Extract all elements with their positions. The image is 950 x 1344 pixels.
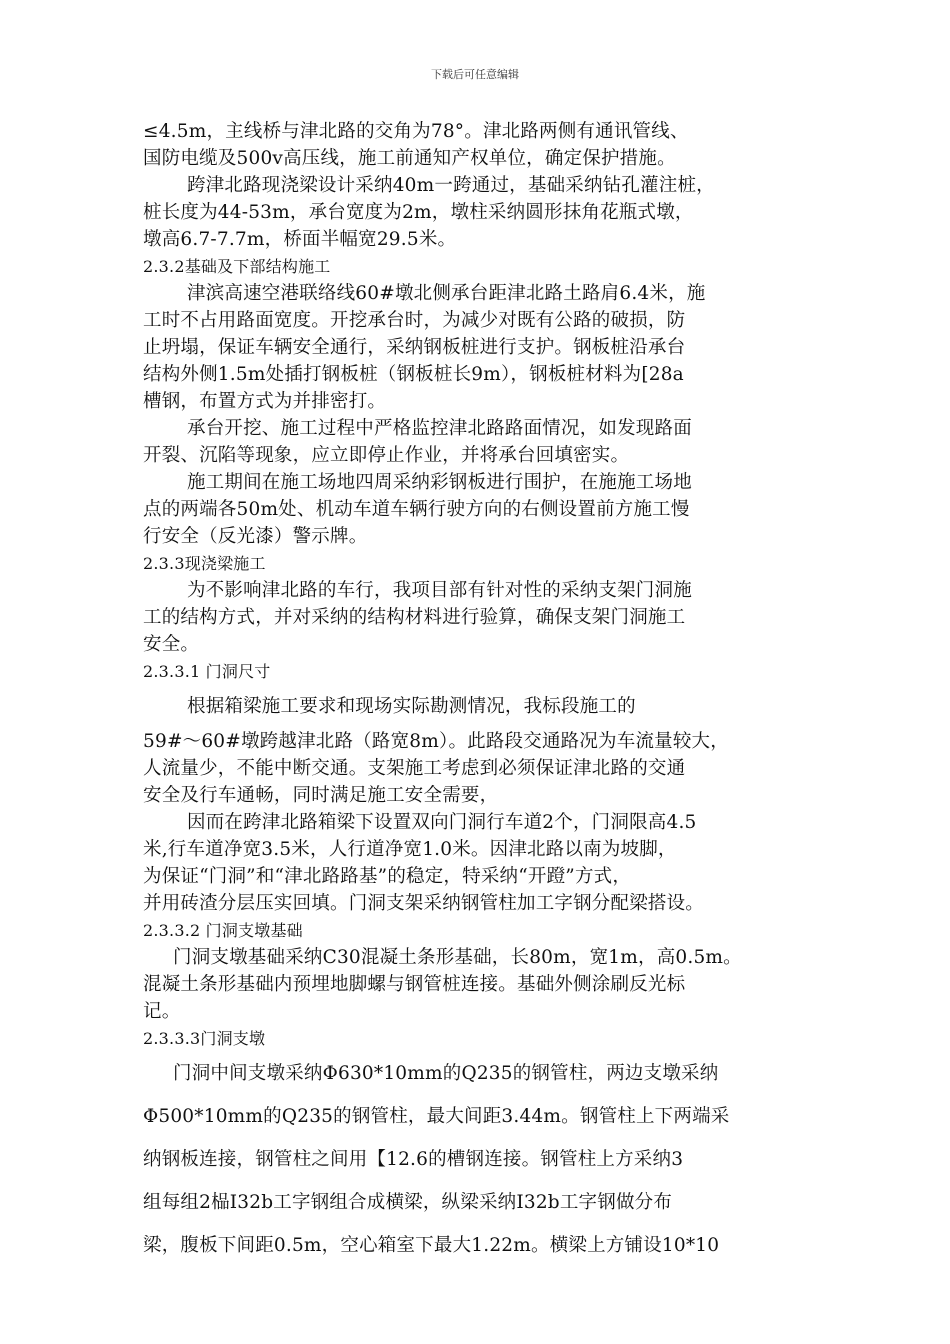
body-line: Φ500*10mm的Q235的钢管柱，最大间距3.44m。钢管柱上下两端采 xyxy=(143,1106,730,1127)
body-line: 门洞中间支墩采纳Φ630*10mm的Q235的钢管柱，两边支墩采纳 xyxy=(173,1063,719,1084)
body-line: 为不影响津北路的车行，我项目部有针对性的采纳支架门洞施 xyxy=(187,580,692,601)
body-line: 组每组2榀I32b工字钢组合成横梁，纵梁采纳I32b工字钢做分布 xyxy=(143,1192,673,1213)
body-line: 并用砖渣分层压实回填。门洞支架采纳钢管柱加工字钢分配梁搭设。 xyxy=(143,893,705,914)
body-line: 人流量少，不能中断交通。支架施工考虑到必须保证津北路的交通 xyxy=(143,758,686,779)
body-line: 津滨高速空港联络线60#墩北侧承台距津北路土路肩6.4米，施 xyxy=(187,283,706,304)
body-line: 因而在跨津北路箱梁下设置双向门洞行车道2个，门洞限高4.5 xyxy=(187,812,697,833)
body-line: 结构外侧1.5m处插打钢板桩（钢板桩长9m），钢板桩材料为[28a xyxy=(143,364,684,385)
body-line: 点的两端各50m处、机动车道车辆行驶方向的右侧设置前方施工慢 xyxy=(143,499,690,520)
section-heading: 2.3.3现浇梁施工 xyxy=(143,554,266,573)
document-body xyxy=(143,118,811,1267)
body-line: 记。 xyxy=(143,1001,181,1022)
body-line: 纳钢板连接，钢管柱之间用【12.6的槽钢连接。钢管柱上方采纳3 xyxy=(143,1149,684,1170)
body-line: 止坍塌，保证车辆安全通行，采纳钢板桩进行支护。钢板桩沿承台 xyxy=(143,337,686,358)
body-line: 槽钢，布置方式为并排密打。 xyxy=(143,391,387,412)
page-header: 下载后可任意编辑 xyxy=(431,68,519,81)
body-line: 根据箱梁施工要求和现场实际勘测情况，我标段施工的 xyxy=(187,696,636,717)
body-line: 国防电缆及500v高压线，施工前通知产权单位，确定保护措施。 xyxy=(143,148,676,169)
body-line: 59#～60#墩跨越津北路（路宽8m）。此路段交通路况为车流量较大， xyxy=(143,731,729,752)
body-line: 承台开挖、施工过程中严格监控津北路路面情况，如发现路面 xyxy=(187,418,692,439)
body-line: 梁，腹板下间距0.5m，空心箱室下最大1.22m。横梁上方铺设10*10 xyxy=(143,1235,720,1256)
body-line: 为保证“门洞”和“津北路路基”的稳定，特采纳“开蹬”方式， xyxy=(143,866,632,887)
body-line: 工的结构方式，并对采纳的结构材料进行验算，确保支架门洞施工 xyxy=(143,607,686,628)
body-line: ≤4.5m，主线桥与津北路的交角为78°。津北路两侧有通讯管线、 xyxy=(143,121,689,142)
body-line: 安全。 xyxy=(143,634,200,655)
body-line: 墩高6.7-7.7m，桥面半幅宽29.5米。 xyxy=(143,229,457,250)
body-line: 工时不占用路面宽度。开挖承台时，为减少对既有公路的破损，防 xyxy=(143,310,686,331)
body-line: 混凝土条形基础内预埋地脚螺与钢管桩连接。基础外侧涂刷反光标 xyxy=(143,974,686,995)
section-heading: 2.3.3.1 门洞尺寸 xyxy=(143,662,271,681)
body-line: 跨津北路现浇梁设计采纳40m一跨通过，基础采纳钻孔灌注桩， xyxy=(187,175,715,196)
body-line: 米,行车道净宽3.5米，人行道净宽1.0米。因津北路以南为坡脚， xyxy=(143,839,677,860)
body-line: 开裂、沉陷等现象，应立即停止作业，并将承台回填密实。 xyxy=(143,445,630,466)
section-heading: 2.3.3.2 门洞支墩基础 xyxy=(143,921,303,940)
body-line: 门洞支墩基础采纳C30混凝土条形基础，长80m，宽1m，高0.5m。 xyxy=(173,947,742,968)
body-line: 桩长度为44-53m，承台宽度为2m，墩柱采纳圆形抹角花瓶式墩， xyxy=(143,202,694,223)
body-line: 安全及行车通畅，同时满足施工安全需要， xyxy=(143,785,499,806)
body-line: 施工期间在施工场地四周采纳彩钢板进行围护，在施施工场地 xyxy=(187,472,692,493)
section-heading: 2.3.2基础及下部结构施工 xyxy=(143,257,331,276)
body-line: 行安全（反光漆）警示牌。 xyxy=(143,526,368,547)
section-heading: 2.3.3.3门洞支墩 xyxy=(143,1029,266,1048)
